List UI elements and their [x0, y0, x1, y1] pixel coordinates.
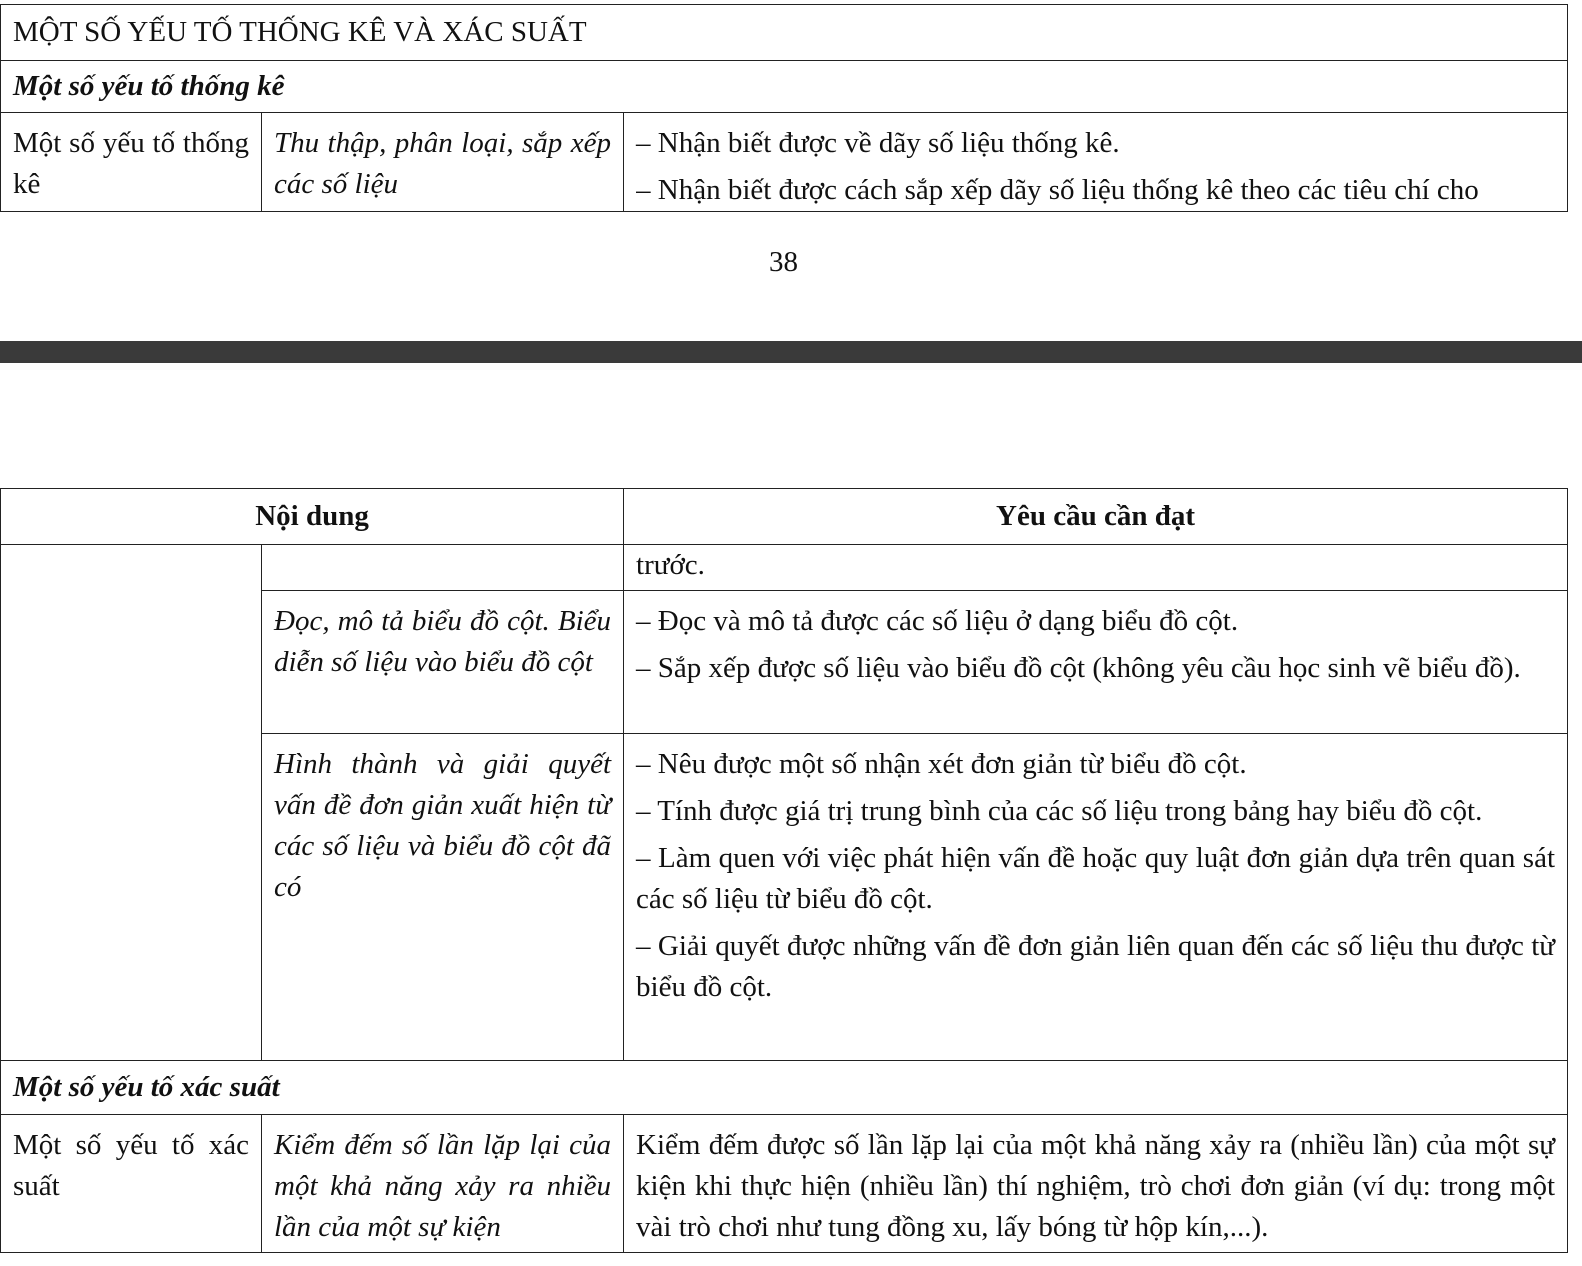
- requirement-item: – Tính được giá trị trung bình của các số liệu trong bảng hay biểu đồ cột.: [636, 795, 1483, 827]
- content-cell: [262, 113, 624, 212]
- topic-cell-probability: [1, 1115, 262, 1253]
- requirements-cell-solve-problems: [624, 734, 1568, 1061]
- content-text: Thu thập, phân loại, sắp xếp các số liệu: [274, 127, 611, 200]
- requirement-item: – Nhận biết được cách sắp xếp dãy số liệu thống kê theo các tiêu chí cho: [636, 174, 1479, 206]
- content-cell-read-chart: [262, 591, 624, 734]
- requirement-item: – Nêu được một số nhận xét đơn giản từ biểu đồ cột.: [636, 748, 1247, 780]
- header-content: Nội dung: [1, 489, 624, 545]
- section-heading: MỘT SỐ YẾU TỐ THỐNG KÊ VÀ XÁC SUẤT: [1, 5, 1568, 61]
- requirement-text: Kiểm đếm được số lần lặp lại của một khả năng xảy ra (nhiều lần) của một sự kiện khi thực hiện (nhiều lần) thí nghiệm, trò chơi đơn giản (ví dụ: trong một vài trò chơi như tung đồng xu, lấy bóng từ hộp kín,...).: [636, 1129, 1556, 1243]
- content-text: Đọc, mô tả biểu đồ cột. Biểu diễn số liệu vào biểu đồ cột: [274, 605, 612, 678]
- requirement-item: – Giải quyết được những vấn đề đơn giản liên quan đến các số liệu thu được từ biểu đồ cột.: [636, 930, 1556, 1003]
- content-cell-solve-problems: [262, 734, 624, 1061]
- topic-text: Một số yếu tố xác suất: [13, 1129, 249, 1202]
- curriculum-table-page-38: [0, 4, 1568, 212]
- page-separator: [0, 341, 1582, 363]
- subsection-heading-probability: Một số yếu tố xác suất: [1, 1061, 1568, 1115]
- requirement-item: – Đọc và mô tả được các số liệu ở dạng biểu đồ cột.: [636, 605, 1239, 637]
- content-text: Hình thành và giải quyết vấn đề đơn giản xuất hiện từ các số liệu và biểu đồ cột đã có: [274, 748, 612, 903]
- requirement-item: – Nhận biết được về dãy số liệu thống kê.: [636, 127, 1120, 159]
- content-text: Kiểm đếm số lần lặp lại của một khả năng xảy ra nhiều lần của một sự kiện: [274, 1129, 612, 1243]
- requirements-cell-probability: [624, 1115, 1568, 1253]
- page-number: 38: [769, 246, 798, 278]
- requirements-cell-read-chart: [624, 591, 1568, 734]
- requirements-cell: [624, 113, 1568, 212]
- topic-cell-continued: [1, 545, 262, 1061]
- requirements-continuation: trước.: [624, 545, 1568, 591]
- content-cell-probability: [262, 1115, 624, 1253]
- subsection-heading-statistics: Một số yếu tố thống kê: [1, 61, 1568, 113]
- curriculum-table-page-39: [0, 488, 1568, 1253]
- requirement-item: – Sắp xếp được số liệu vào biểu đồ cột (không yêu cầu học sinh vẽ biểu đồ).: [636, 652, 1521, 684]
- header-requirements: Yêu cầu cần đạt: [624, 489, 1568, 545]
- topic-cell: [1, 113, 262, 212]
- requirement-item: – Làm quen với việc phát hiện vấn đề hoặc quy luật đơn giản dựa trên quan sát các số liệu từ biểu đồ cột.: [636, 842, 1556, 915]
- content-cell-empty: [262, 545, 624, 591]
- topic-text: Một số yếu tố thống kê: [13, 127, 249, 200]
